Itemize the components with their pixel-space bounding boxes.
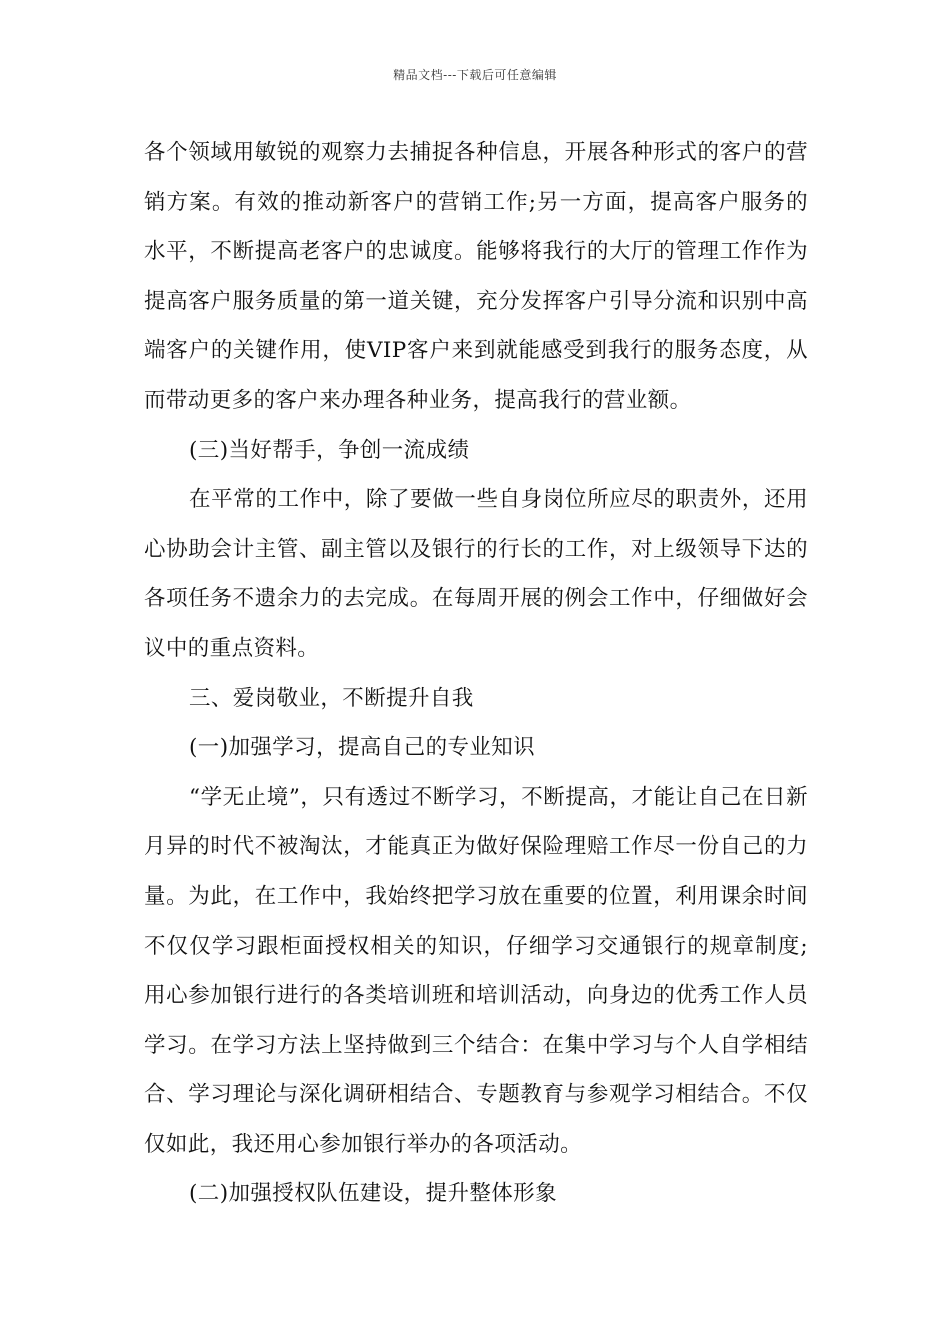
subsection-heading-3: (三)当好帮手，争创一流成绩	[189, 437, 470, 463]
subsection-heading-1: (一)加强学习，提高自己的专业知识	[189, 735, 536, 761]
subsection-heading-2: (二)加强授权队伍建设，提升整体形象	[189, 1181, 557, 1207]
document-body	[144, 128, 808, 1219]
section-heading-3: 三、爱岗敬业，不断提升自我	[189, 685, 474, 711]
paragraph: “学无止境”，只有透过不断学习，不断提高，才能让自己在日新月异的时代不被淘汰，才能真正为做好保险理赔工作尽一份自己的力量。为此，在工作中，我始终把学习放在重要的位置，利用课余时间不仅仅学习跟柜面授权相关的知识，仔细学习交通银行的规章制度;用心参加银行进行的各类培训班和培训活动，向身边的优秀工作人员学习。在学习方法上坚持做到三个结合：在集中学习与个人自学相结合、学习理论与深化调研相结合、专题教育与参观学习相结合。不仅仅如此，我还用心参加银行举办的各项活动。	[144, 784, 808, 1157]
page-header: 精品文档---下载后可任意编辑	[393, 68, 557, 82]
paragraph: 各个领域用敏锐的观察力去捕捉各种信息，开展各种形式的客户的营销方案。有效的推动新客户的营销工作;另一方面，提高客户服务的水平，不断提高老客户的忠诚度。能够将我行的大厅的管理工作作为提高客户服务质量的第一道关键，充分发挥客户引导分流和识别中高端客户的关键作用，使VIP客户来到就能感受到我行的服务态度，从而带动更多的客户来办理各种业务，提高我行的营业额。	[144, 140, 808, 413]
paragraph: 在平常的工作中，除了要做一些自身岗位所应尽的职责外，还用心协助会计主管、副主管以及银行的行长的工作，对上级领导下达的各项任务不遗余力的去完成。在每周开展的例会工作中，仔细做好会议中的重点资料。	[144, 487, 808, 661]
